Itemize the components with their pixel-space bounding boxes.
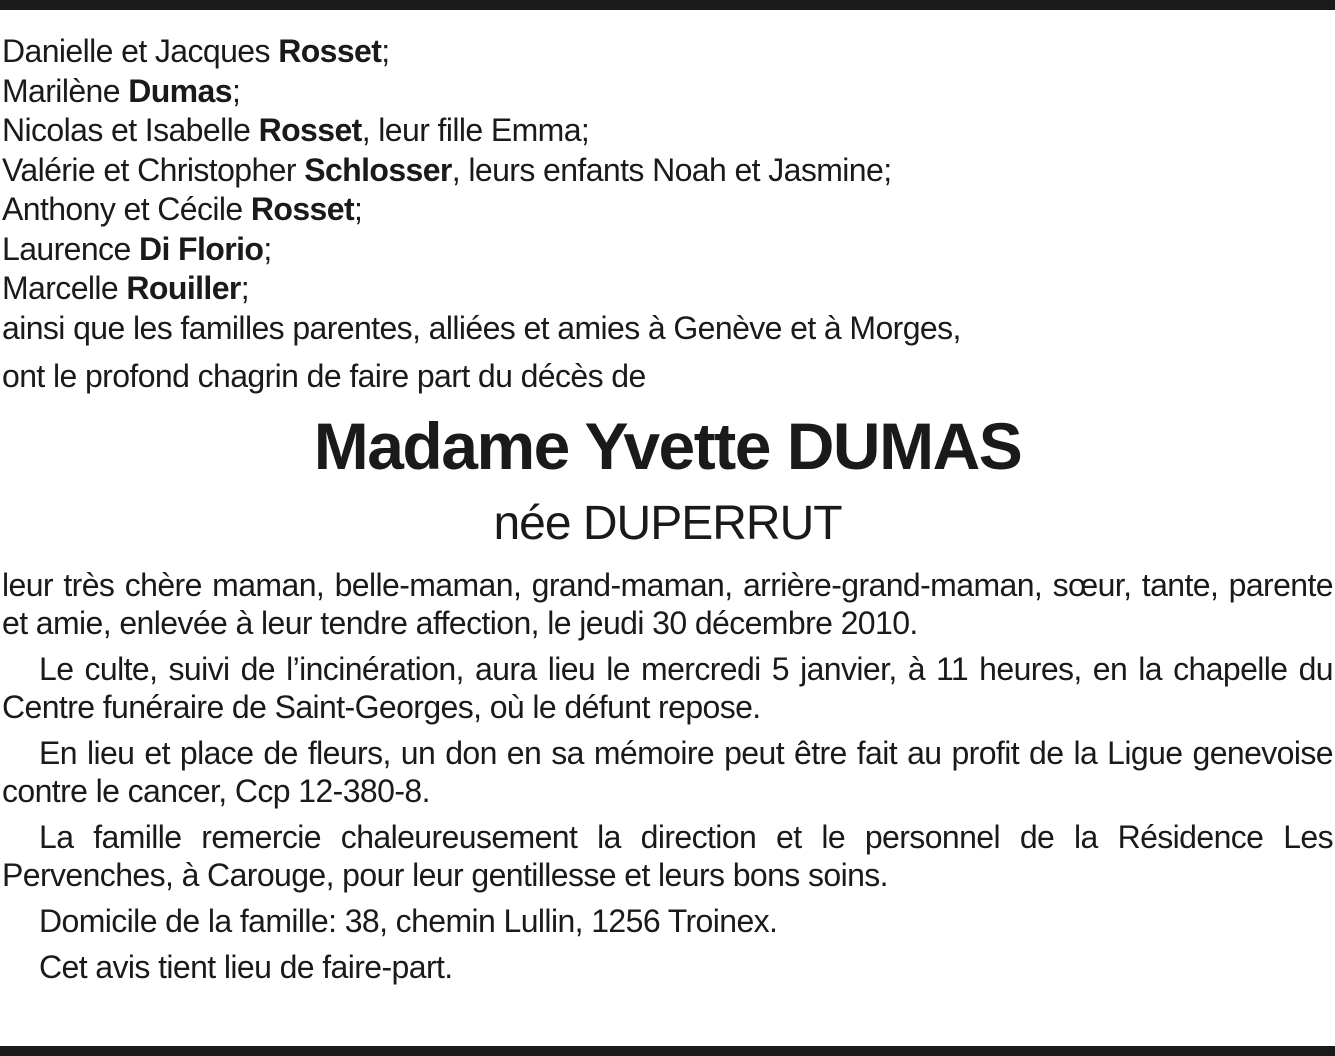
bottom-border-rule bbox=[0, 1046, 1335, 1056]
family-given-names: Danielle et Jacques bbox=[2, 33, 279, 69]
donation-paragraph: En lieu et place de fleurs, un don en sa mémoire peut être fait au profit de la Ligue genevoise contre le cancer, Ccp 12-380-8. bbox=[2, 735, 1333, 809]
family-given-names: Valérie et Christopher bbox=[2, 151, 305, 188]
obituary-notice bbox=[2, 32, 1333, 986]
family-surname: Rouiller bbox=[126, 270, 241, 306]
family-surname: Rosset bbox=[250, 191, 355, 227]
family-given-names: Anthony et Cécile bbox=[2, 191, 251, 227]
family-suffix: ; bbox=[263, 230, 272, 267]
family-suffix: , leurs enfants Noah et Jasmine; bbox=[451, 151, 892, 188]
family-line bbox=[2, 111, 1333, 151]
top-border-rule bbox=[0, 0, 1335, 10]
family-line bbox=[2, 190, 1333, 230]
family-list bbox=[2, 32, 1333, 348]
deceased-name: Madame Yvette DUMAS bbox=[313, 409, 1022, 483]
family-suffix: ; bbox=[240, 270, 250, 306]
family-given-names: Nicolas et Isabelle bbox=[2, 112, 259, 148]
family-line bbox=[2, 72, 1333, 112]
announcement-line: ont le profond chagrin de faire part du décès de bbox=[2, 358, 646, 394]
family-surname: Rosset bbox=[278, 33, 382, 69]
family-line bbox=[2, 151, 1333, 191]
family-line bbox=[2, 32, 1333, 72]
service-paragraph: Le culte, suivi de l’incinération, aura lieu le mercredi 5 janvier, à 11 heures, en la chapelle du Centre funéraire de Saint-Georges, où le défunt repose. bbox=[2, 651, 1333, 725]
family-address-paragraph: Domicile de la famille: 38, chemin Lullin, 1256 Troinex. bbox=[39, 903, 778, 939]
relatives-line: ainsi que les familles parentes, alliées et amies à Genève et à Morges, bbox=[2, 309, 961, 346]
family-suffix: , leur fille Emma; bbox=[361, 112, 590, 148]
tribute-paragraph: leur très chère maman, belle-maman, grand-maman, arrière-grand-maman, sœur, tante, parente et amie, enlevée à leur tendre affection, le jeudi 30 décembre 2010. bbox=[2, 567, 1333, 641]
maiden-name: née DUPERRUT bbox=[493, 497, 842, 550]
family-surname: Rosset bbox=[258, 112, 362, 148]
family-line bbox=[2, 230, 1333, 270]
family-suffix: ; bbox=[354, 191, 363, 227]
family-given-names: Marilène bbox=[2, 72, 129, 109]
notice-statement-paragraph: Cet avis tient lieu de faire-part. bbox=[39, 949, 453, 985]
family-surname: Dumas bbox=[128, 72, 232, 109]
family-surname: Schlosser bbox=[304, 151, 452, 188]
family-line bbox=[2, 269, 1333, 309]
family-given-names: Marcelle bbox=[2, 270, 127, 306]
family-surname: Di Florio bbox=[138, 230, 264, 267]
thanks-paragraph: La famille remercie chaleureusement la direction et le personnel de la Résidence Les Pervenches, à Carouge, pour leur gentillesse et leurs bons soins. bbox=[2, 819, 1333, 893]
family-suffix: ; bbox=[231, 72, 241, 109]
family-given-names: Laurence bbox=[2, 230, 139, 267]
family-suffix: ; bbox=[381, 33, 390, 69]
